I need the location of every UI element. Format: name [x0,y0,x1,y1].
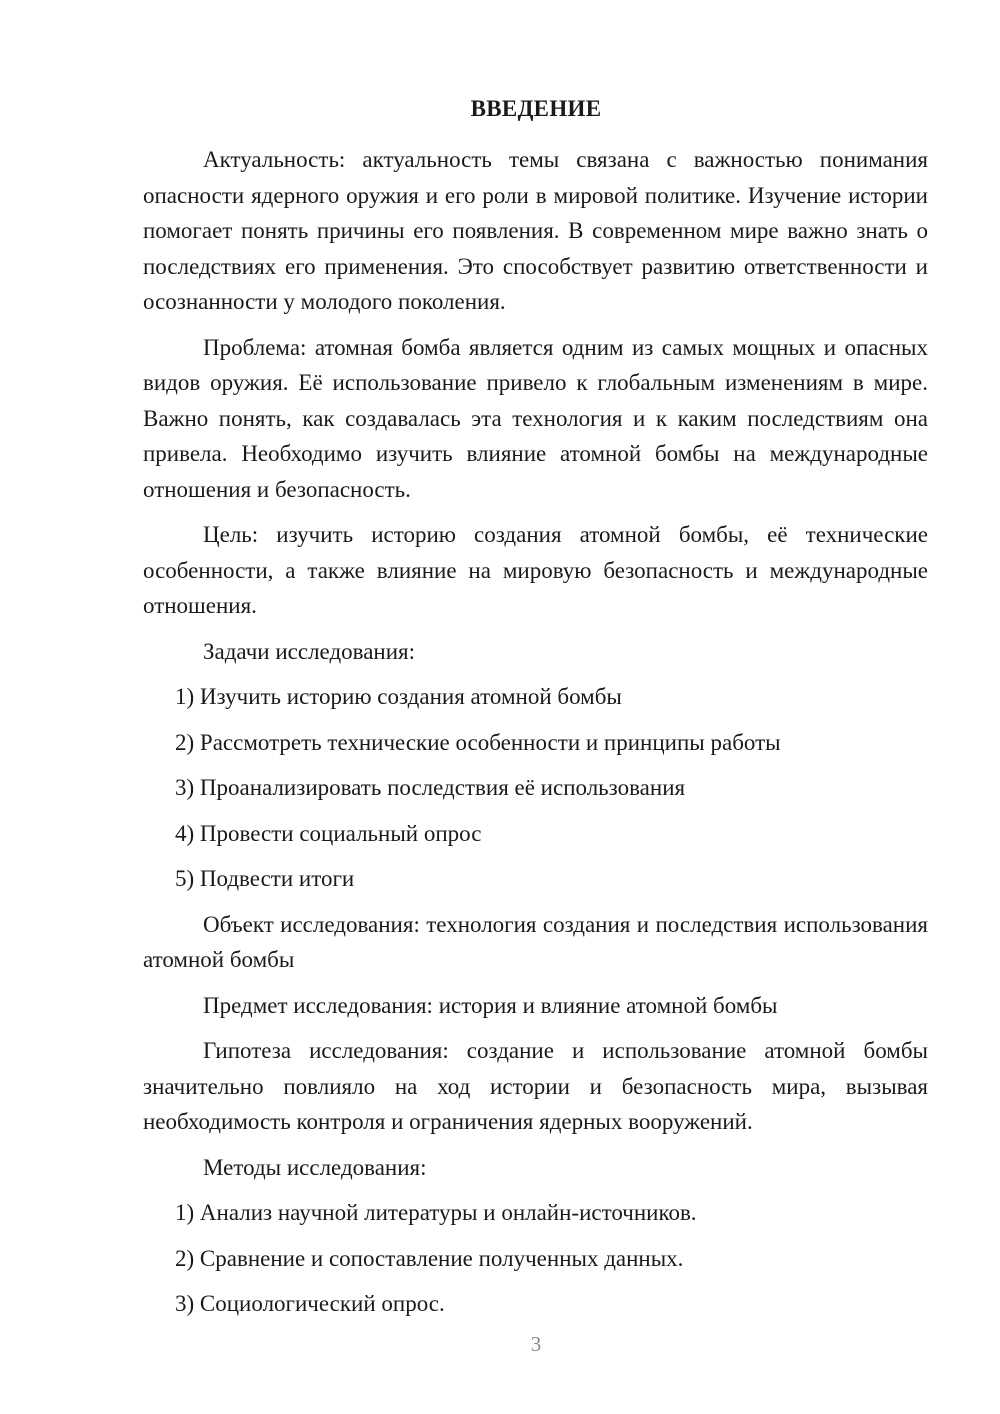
list-item: 1) Анализ научной литературы и онлайн-источников. [175,1200,697,1225]
list-item: 1) Изучить историю создания атомной бомбы [175,684,622,709]
list-item: 4) Провести социальный опрос [175,820,482,846]
tasks-heading: Задачи исследования: [203,638,416,664]
list-item: 2) Сравнение и сопоставление полученных данных. [175,1245,684,1271]
subject-paragraph: Предмет исследования: история и влияние атомной бомбы [203,992,778,1018]
list-item: 3) Проанализировать последствия её использования [175,775,686,800]
object-paragraph: Объект исследования: технология создания и последствия использования атомной бомбы [143,911,928,972]
list-item: 2) Рассмотреть технические особенности и принципы работы [175,729,781,755]
document-body [143,142,928,1332]
page-number: 3 [530,1332,542,1356]
methods-heading: Методы исследования: [203,1154,427,1180]
list-item: 3) Социологический опрос. [175,1291,445,1316]
methods-list [143,1195,928,1322]
goal-paragraph: Цель: изучить историю создания атомной бомбы, её технические особенности, а также влияние на мировую безопасность и международные отношения. [143,522,928,618]
hypothesis-paragraph: Гипотеза исследования: создание и использование атомной бомбы значительно повлияло на ход истории и безопасность мира, вызывая необходимость контроля и ограничения ядерных вооружений. [143,1038,928,1134]
relevance-paragraph: Актуальность: актуальность темы связана с важностью понимания опасности ядерного оружия и его роли в мировой политике. Изучение истории помогает понять причины его появления. В современном мире важно знать о последствиях его применения. Это способствует развитию ответственности и осознанности у молодого поколения. [143,147,928,314]
problem-paragraph: Проблема: атомная бомба является одним из самых мощных и опасных видов оружия. Её использование привело к глобальным изменениям в мире. Важно понять, как создавалась эта технология и к каким последствиям она привела. Необходимо изучить влияние атомной бомбы на международные отношения и безопасность. [143,334,928,502]
list-item: 5) Подвести итоги [175,866,355,891]
tasks-list [143,679,928,897]
section-title: ВВЕДЕНИЕ [470,96,602,121]
